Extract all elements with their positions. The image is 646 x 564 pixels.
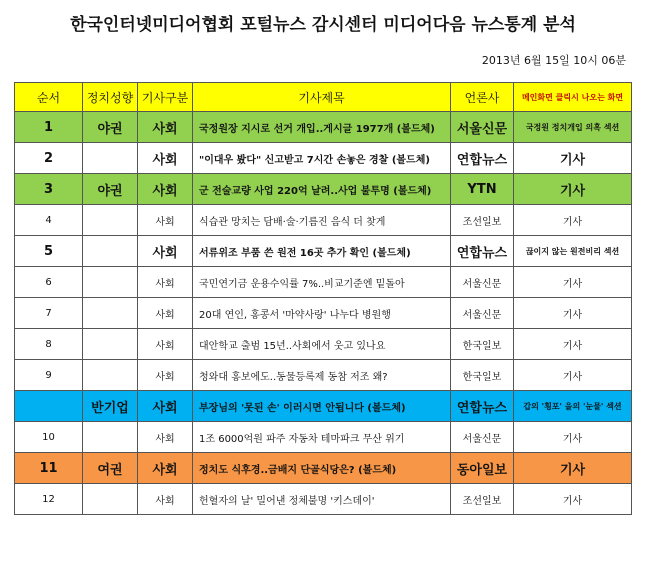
cell-order: [15, 391, 83, 422]
table-row: [15, 112, 632, 143]
cell-click-screen: 기사: [514, 453, 632, 484]
table-row: [15, 422, 632, 453]
cell-category: 사회: [138, 236, 193, 267]
table-row: [15, 174, 632, 205]
cell-political: [83, 298, 138, 329]
table-row: [15, 298, 632, 329]
cell-publisher: 서울신문: [451, 422, 514, 453]
cell-category: 사회: [138, 174, 193, 205]
cell-publisher: 동아일보: [451, 453, 514, 484]
table-row: [15, 329, 632, 360]
cell-category: 사회: [138, 112, 193, 143]
cell-publisher: 서울신문: [451, 112, 514, 143]
table-row: [15, 484, 632, 515]
cell-order: 5: [15, 236, 83, 267]
cell-political: [83, 205, 138, 236]
cell-order: 12: [15, 484, 83, 515]
table-row: [15, 267, 632, 298]
cell-publisher: 서울신문: [451, 298, 514, 329]
cell-article-title[interactable]: 20대 연인, 홍콩서 '마약사랑' 나누다 병원행: [193, 298, 451, 329]
cell-article-title[interactable]: 대안학교 출범 15년..사회에서 웃고 있나요: [193, 329, 451, 360]
cell-political: [83, 329, 138, 360]
header-publisher: 언론사: [451, 83, 514, 112]
cell-order: 6: [15, 267, 83, 298]
cell-order: 8: [15, 329, 83, 360]
cell-political: [83, 484, 138, 515]
header-article-title: 기사제목: [193, 83, 451, 112]
cell-article-title[interactable]: 서류위조 부품 쓴 원전 16곳 추가 확인 (볼드체): [193, 236, 451, 267]
cell-click-screen: 기사: [514, 143, 632, 174]
cell-category: 사회: [138, 391, 193, 422]
cell-click-screen: 기사: [514, 484, 632, 515]
cell-political: 반기업: [83, 391, 138, 422]
cell-article-title[interactable]: 국정원장 지시로 선거 개입..게시글 1977개 (볼드체): [193, 112, 451, 143]
cell-publisher: 연합뉴스: [451, 143, 514, 174]
cell-political: [83, 422, 138, 453]
cell-click-screen: 갑의 '횡포' 을의 '눈물' 섹션: [514, 391, 632, 422]
cell-article-title[interactable]: 국민연기금 운용수익률 7%..비교기준엔 밑돌아: [193, 267, 451, 298]
header-order: 순서: [15, 83, 83, 112]
cell-order: 9: [15, 360, 83, 391]
table-row: [15, 205, 632, 236]
cell-category: 사회: [138, 453, 193, 484]
cell-publisher: 조선일보: [451, 484, 514, 515]
cell-political: 야권: [83, 174, 138, 205]
cell-publisher: 한국일보: [451, 329, 514, 360]
cell-political: [83, 267, 138, 298]
cell-political: 여권: [83, 453, 138, 484]
timestamp: 2013년 6월 15일 10시 06분: [481, 54, 626, 67]
cell-publisher: 연합뉴스: [451, 391, 514, 422]
cell-article-title[interactable]: "이대우 봤다" 신고받고 7시간 손놓은 경찰 (볼드체): [193, 143, 451, 174]
cell-article-title[interactable]: 정치도 식후경..금배지 단골식당은? (볼드체): [193, 453, 451, 484]
cell-article-title[interactable]: 부장님의 '못된 손' 이러시면 안됩니다 (볼드체): [193, 391, 451, 422]
cell-order: 1: [15, 112, 83, 143]
table-row: [15, 453, 632, 484]
cell-publisher: 조선일보: [451, 205, 514, 236]
cell-political: [83, 236, 138, 267]
cell-click-screen: 기사: [514, 329, 632, 360]
header-click-screen: 메인화면 클릭시 나오는 화면: [514, 83, 632, 112]
cell-article-title[interactable]: 헌혈자의 날' 밀어낸 정체불명 '키스데이': [193, 484, 451, 515]
cell-order: 3: [15, 174, 83, 205]
cell-political: [83, 360, 138, 391]
cell-article-title[interactable]: 군 전술교량 사업 220억 날려..사업 불투명 (볼드체): [193, 174, 451, 205]
cell-category: 사회: [138, 422, 193, 453]
header-category: 기사구분: [138, 83, 193, 112]
cell-order: 4: [15, 205, 83, 236]
cell-category: 사회: [138, 267, 193, 298]
table-row: [15, 236, 632, 267]
page-title: 한국인터넷미디어협회 포털뉴스 감시센터 미디어다음 뉴스통계 분석: [70, 15, 576, 35]
cell-political: 야권: [83, 112, 138, 143]
cell-order: 7: [15, 298, 83, 329]
cell-order: 2: [15, 143, 83, 174]
cell-political: [83, 143, 138, 174]
cell-publisher: YTN: [451, 174, 514, 205]
table-row: [15, 391, 632, 422]
cell-order: 10: [15, 422, 83, 453]
cell-article-title[interactable]: 1조 6000억원 파주 자동차 테마파크 무산 위기: [193, 422, 451, 453]
cell-category: 사회: [138, 143, 193, 174]
cell-article-title[interactable]: 청와대 홍보에도..동물등록제 동참 저조 왜?: [193, 360, 451, 391]
cell-publisher: 서울신문: [451, 267, 514, 298]
cell-click-screen: 기사: [514, 267, 632, 298]
cell-click-screen: 기사: [514, 205, 632, 236]
cell-click-screen: 기사: [514, 298, 632, 329]
cell-click-screen: 국정원 정치개입 의혹 섹션: [514, 112, 632, 143]
cell-order: 11: [15, 453, 83, 484]
table-row: [15, 360, 632, 391]
header-political: 정치성향: [83, 83, 138, 112]
cell-click-screen: 기사: [514, 422, 632, 453]
header-row: [15, 83, 632, 112]
cell-category: 사회: [138, 329, 193, 360]
table-row: [15, 143, 632, 174]
cell-category: 사회: [138, 484, 193, 515]
news-table: [14, 82, 632, 515]
cell-click-screen: 끊이지 않는 원전비리 섹션: [514, 236, 632, 267]
cell-publisher: 연합뉴스: [451, 236, 514, 267]
cell-click-screen: 기사: [514, 360, 632, 391]
cell-publisher: 한국일보: [451, 360, 514, 391]
cell-click-screen: 기사: [514, 174, 632, 205]
cell-article-title[interactable]: 식습관 망치는 담배·술·기름진 음식 더 찾게: [193, 205, 451, 236]
cell-category: 사회: [138, 298, 193, 329]
cell-category: 사회: [138, 205, 193, 236]
cell-category: 사회: [138, 360, 193, 391]
